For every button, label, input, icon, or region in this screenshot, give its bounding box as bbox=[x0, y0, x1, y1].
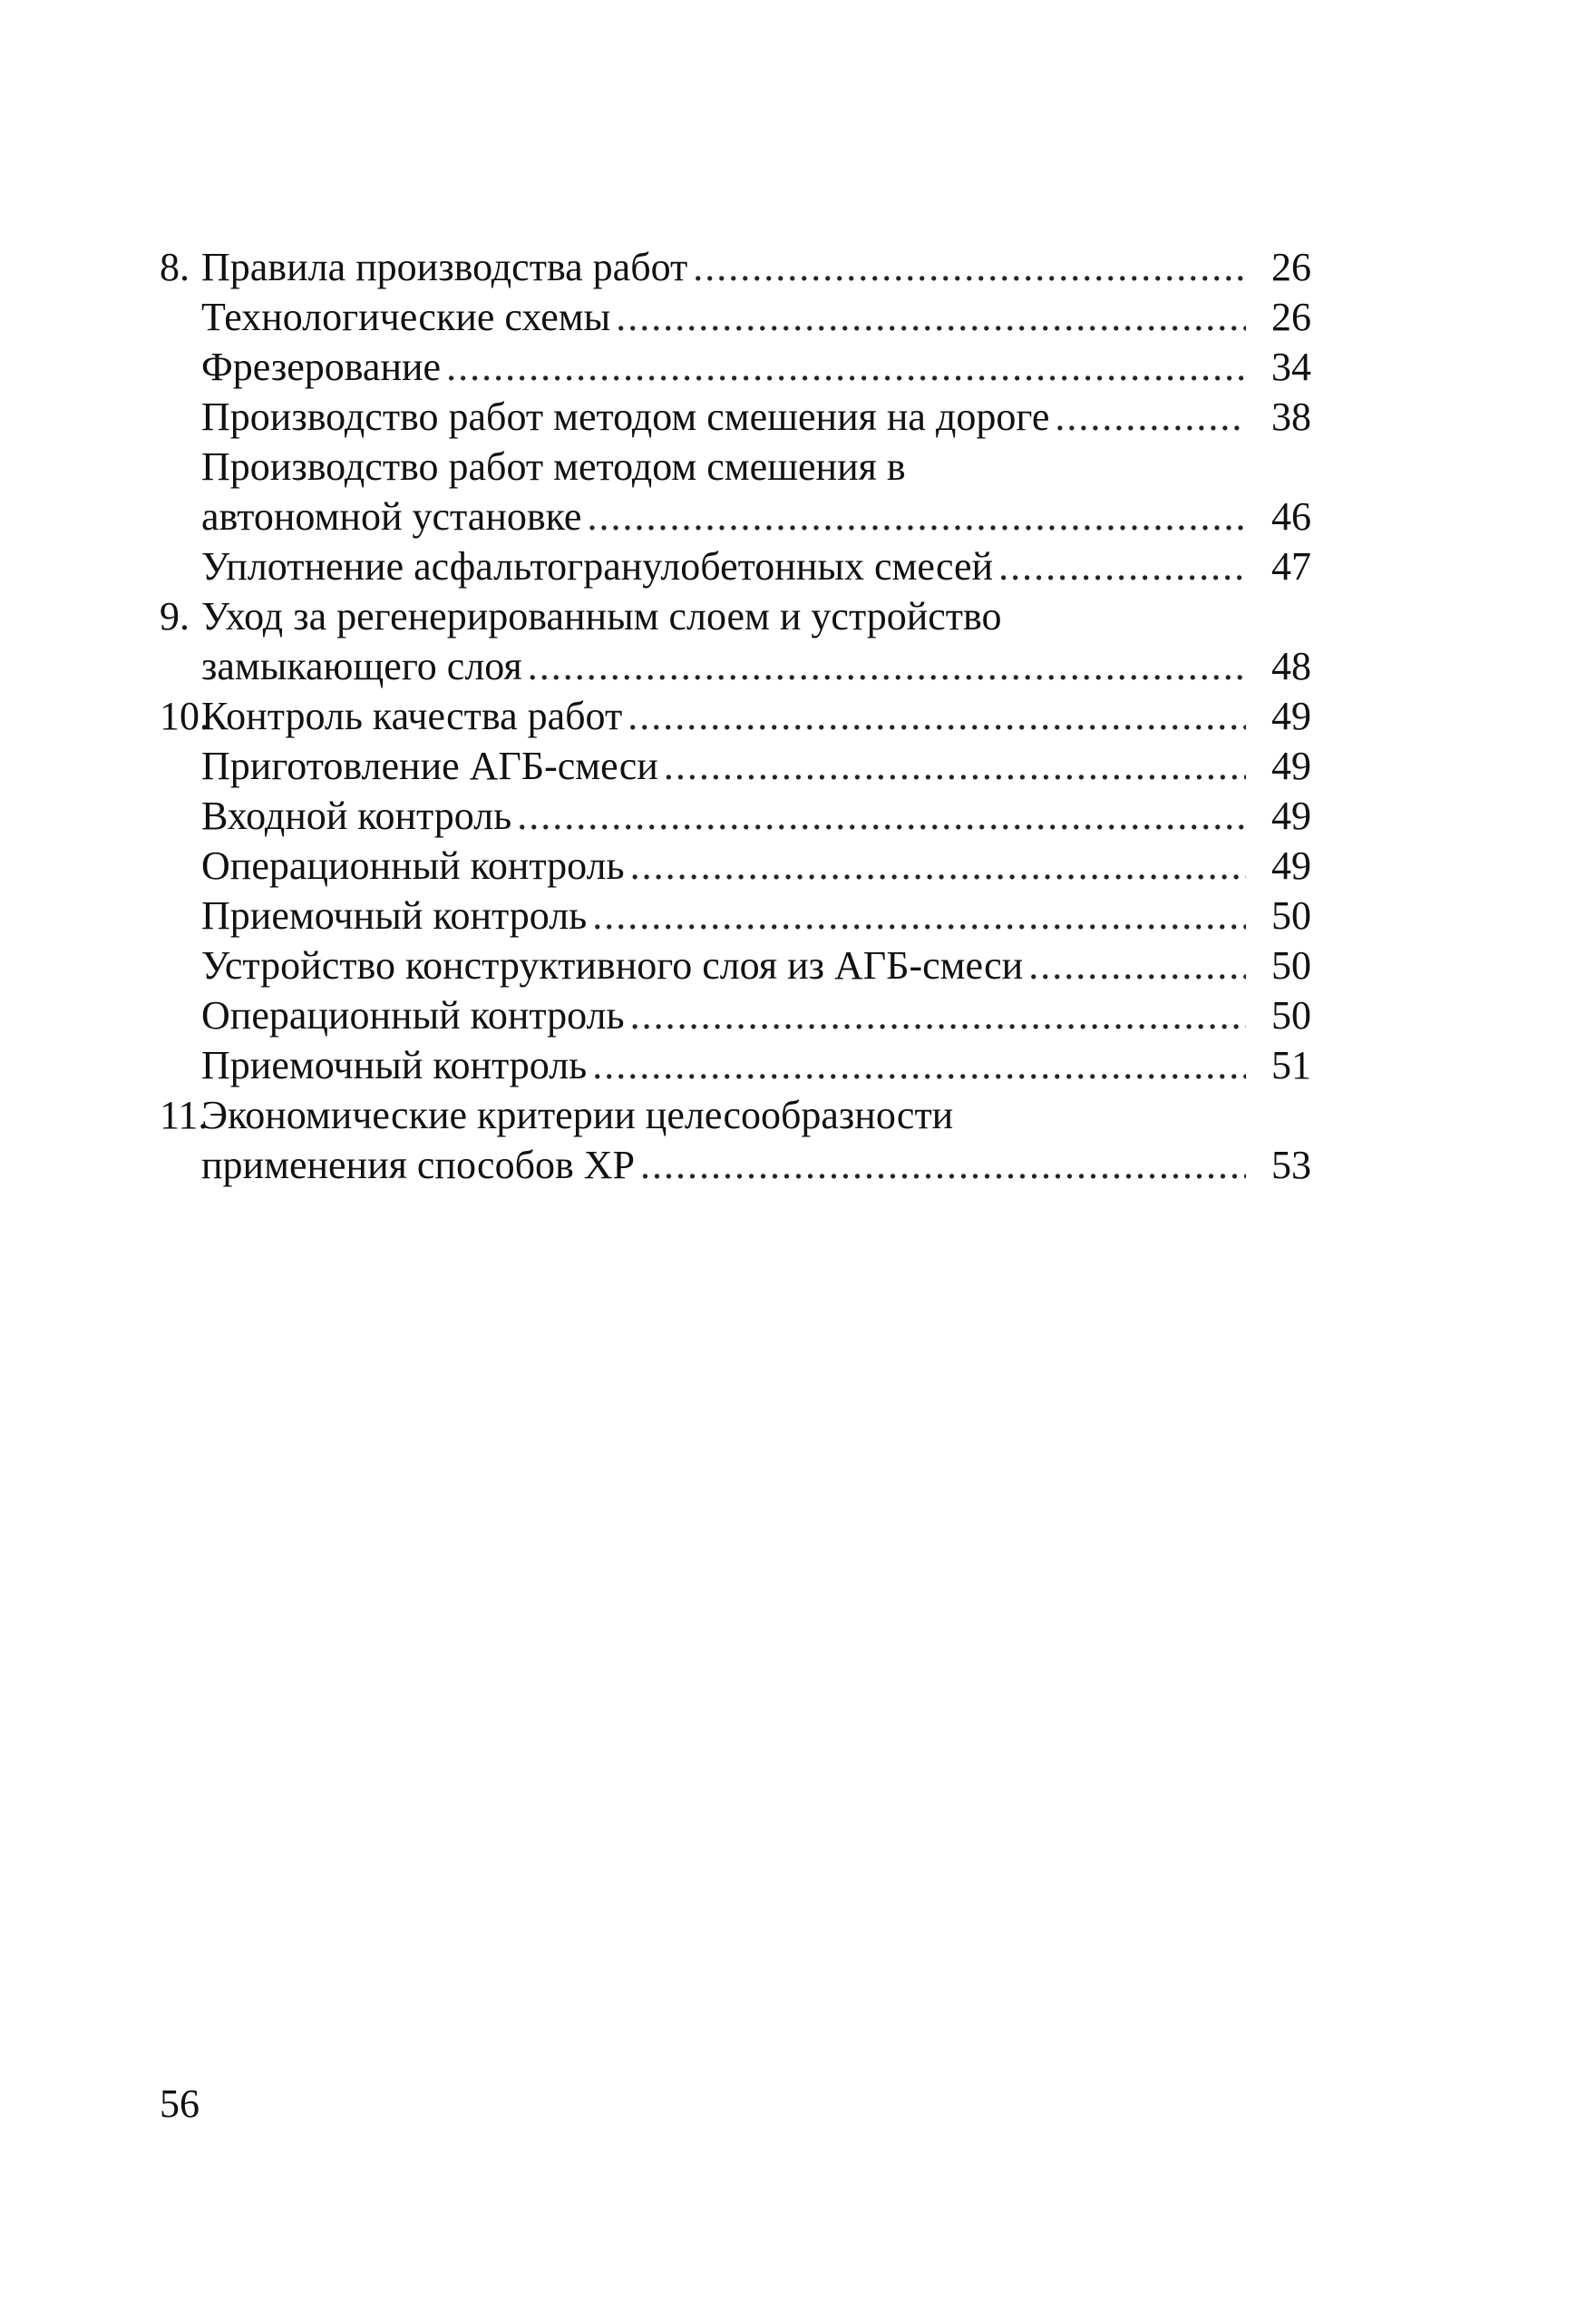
toc-leader-dots bbox=[587, 492, 1246, 541]
toc-leader-dots bbox=[1028, 941, 1246, 990]
toc-leader-dots bbox=[640, 1140, 1246, 1190]
toc-entry-title: Устройство конструктивного слоя из АГБ-смеси bbox=[201, 943, 1024, 988]
toc-entry-page: 34 bbox=[1271, 345, 1311, 389]
toc-entry bbox=[160, 791, 1311, 841]
toc-entry-title: Уход за регенерированным слоем и устройство bbox=[201, 594, 1002, 638]
toc-entry bbox=[160, 941, 1311, 990]
toc-entry-number: 11. bbox=[160, 1093, 209, 1137]
toc-entry-page: 53 bbox=[1271, 1143, 1311, 1187]
toc-leader-dots bbox=[517, 791, 1246, 841]
toc-entry bbox=[160, 242, 1311, 292]
toc-entry bbox=[160, 990, 1311, 1040]
toc-leader-dots bbox=[664, 741, 1246, 791]
toc-entry-number: 9. bbox=[160, 594, 190, 638]
toc-entry-number: 10. bbox=[160, 694, 209, 738]
toc-entry-page: 49 bbox=[1271, 744, 1311, 788]
toc-entry-title: Операционный контроль bbox=[201, 993, 625, 1038]
toc-entry-title: Входной контроль bbox=[201, 794, 512, 838]
toc-entry-title: замыкающего слоя bbox=[201, 644, 522, 688]
toc-leader-dots bbox=[592, 1040, 1246, 1090]
toc-entry-title: Технологические схемы bbox=[201, 295, 611, 339]
toc-entry-page: 26 bbox=[1271, 295, 1311, 339]
toc-leader-dots bbox=[592, 891, 1246, 941]
toc-entry bbox=[160, 691, 1311, 741]
toc-entry-page: 49 bbox=[1271, 694, 1311, 738]
toc-entry bbox=[160, 1040, 1311, 1090]
toc-entry-page: 50 bbox=[1271, 943, 1311, 988]
toc-entry-title: Фрезерование bbox=[201, 345, 442, 389]
toc-entry-page: 47 bbox=[1271, 544, 1311, 589]
toc-leader-dots bbox=[1055, 392, 1246, 442]
toc-entry-page: 46 bbox=[1271, 494, 1311, 539]
page-number: 56 bbox=[160, 2081, 200, 2126]
toc-entry-title: Контроль качества работ bbox=[201, 694, 623, 738]
toc-entry-title: Производство работ методом смешения в bbox=[201, 444, 906, 489]
toc-entry-page: 51 bbox=[1271, 1043, 1311, 1087]
toc-entry-continued bbox=[160, 591, 1311, 641]
toc-entry bbox=[160, 891, 1311, 941]
toc-entry bbox=[160, 292, 1311, 342]
toc-entry-title: Правила производства работ bbox=[201, 245, 688, 289]
toc-entry-title: Приемочный контроль bbox=[201, 893, 588, 938]
toc-leader-dots bbox=[628, 691, 1246, 741]
toc-leader-dots bbox=[630, 990, 1246, 1040]
toc-entry bbox=[160, 741, 1311, 791]
toc-leader-dots bbox=[528, 641, 1246, 691]
toc-entry bbox=[160, 841, 1311, 891]
toc-entry-title: автономной установке bbox=[201, 494, 582, 539]
toc-entry-page: 38 bbox=[1271, 395, 1311, 439]
toc-leader-dots bbox=[693, 242, 1246, 292]
toc-entry bbox=[160, 392, 1311, 442]
toc-entry-continued bbox=[160, 442, 1311, 492]
toc-entry bbox=[160, 541, 1311, 591]
toc-entry-page: 50 bbox=[1271, 993, 1311, 1038]
toc-entry-title: Производство работ методом смешения на дороге bbox=[201, 395, 1050, 439]
toc-entry-page: 26 bbox=[1271, 245, 1311, 289]
toc-entry-number: 8. bbox=[160, 245, 190, 289]
toc-entry bbox=[160, 342, 1311, 392]
toc-entry-page: 49 bbox=[1271, 794, 1311, 838]
toc-entry-continued bbox=[160, 1090, 1311, 1140]
toc-leader-dots bbox=[998, 541, 1246, 591]
toc-entry-title: Экономические критерии целесообразности bbox=[201, 1093, 954, 1137]
toc-entry bbox=[160, 492, 1311, 541]
toc-entry-title: применения способов ХР bbox=[201, 1143, 635, 1187]
toc-entry-title: Операционный контроль bbox=[201, 843, 625, 888]
toc-entry-page: 50 bbox=[1271, 893, 1311, 938]
toc-entry-title: Уплотнение асфальтогранулобетонных смесей bbox=[201, 544, 994, 589]
toc-entry-title: Приемочный контроль bbox=[201, 1043, 588, 1087]
table-of-contents bbox=[160, 242, 1311, 1190]
toc-entry bbox=[160, 641, 1311, 691]
toc-entry-page: 48 bbox=[1271, 644, 1311, 688]
toc-entry bbox=[160, 1140, 1311, 1190]
toc-entry-page: 49 bbox=[1271, 843, 1311, 888]
toc-leader-dots bbox=[630, 841, 1246, 891]
toc-entry-title: Приготовление АГБ-смеси bbox=[201, 744, 658, 788]
toc-leader-dots bbox=[616, 292, 1246, 342]
toc-leader-dots bbox=[446, 342, 1246, 392]
